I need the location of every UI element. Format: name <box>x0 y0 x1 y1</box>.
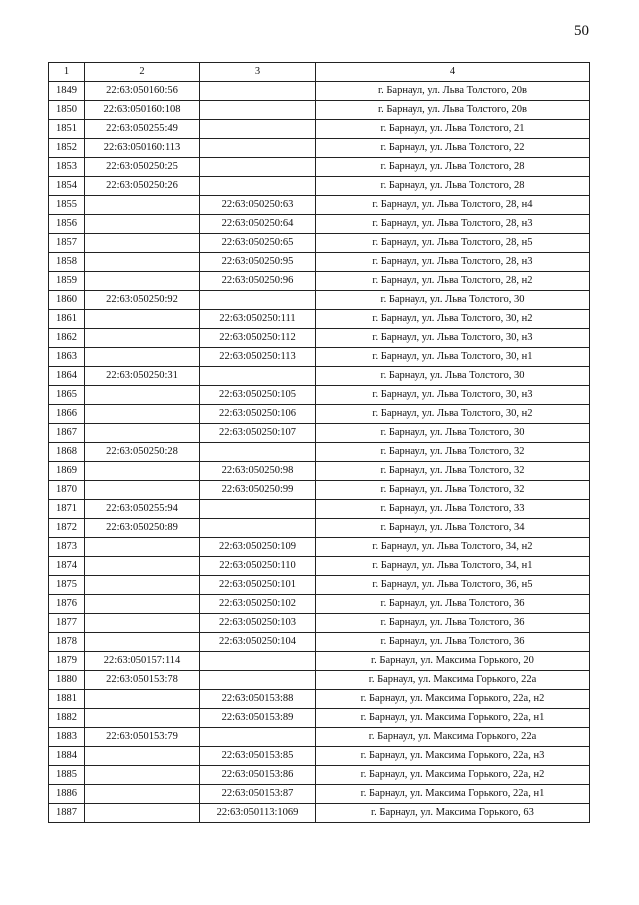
building-number-cell: 22:63:050250:63 <box>200 196 316 215</box>
parcel-number-cell: 22:63:050250:89 <box>85 519 200 538</box>
building-number-cell: 22:63:050250:112 <box>200 329 316 348</box>
row-number-cell: 1868 <box>49 443 85 462</box>
page-number: 50 <box>574 23 589 39</box>
row-number-cell: 1883 <box>49 728 85 747</box>
building-number-cell: 22:63:050250:106 <box>200 405 316 424</box>
parcel-number-cell <box>85 481 200 500</box>
address-cell: г. Барнаул, ул. Максима Горького, 22а <box>316 728 590 747</box>
address-cell: г. Барнаул, ул. Льва Толстого, 32 <box>316 443 590 462</box>
parcel-number-cell <box>85 633 200 652</box>
parcel-number-cell: 22:63:050157:114 <box>85 652 200 671</box>
row-number-cell: 1886 <box>49 785 85 804</box>
table-row <box>49 386 590 405</box>
table-row <box>49 120 590 139</box>
parcel-number-cell: 22:63:050160:56 <box>85 82 200 101</box>
building-number-cell: 22:63:050250:96 <box>200 272 316 291</box>
parcel-number-cell: 22:63:050250:31 <box>85 367 200 386</box>
row-number-cell: 1863 <box>49 348 85 367</box>
table-row <box>49 500 590 519</box>
parcel-number-cell <box>85 766 200 785</box>
parcel-number-cell: 22:63:050250:26 <box>85 177 200 196</box>
address-cell: г. Барнаул, ул. Льва Толстого, 30, н1 <box>316 348 590 367</box>
parcel-number-cell <box>85 310 200 329</box>
row-number-cell: 1865 <box>49 386 85 405</box>
row-number-cell: 1867 <box>49 424 85 443</box>
building-number-cell: 22:63:050250:65 <box>200 234 316 253</box>
table-row <box>49 310 590 329</box>
row-number-cell: 1855 <box>49 196 85 215</box>
parcel-number-cell <box>85 557 200 576</box>
address-cell: г. Барнаул, ул. Льва Толстого, 34 <box>316 519 590 538</box>
table-row <box>49 405 590 424</box>
address-cell: г. Барнаул, ул. Льва Толстого, 28, н4 <box>316 196 590 215</box>
address-cell: г. Барнаул, ул. Льва Толстого, 30, н3 <box>316 329 590 348</box>
address-cell: г. Барнаул, ул. Максима Горького, 22а, н3 <box>316 747 590 766</box>
table-row <box>49 728 590 747</box>
table-body <box>49 82 590 823</box>
address-cell: г. Барнаул, ул. Льва Толстого, 28 <box>316 158 590 177</box>
row-number-cell: 1871 <box>49 500 85 519</box>
address-cell: г. Барнаул, ул. Льва Толстого, 36 <box>316 633 590 652</box>
row-number-cell: 1850 <box>49 101 85 120</box>
parcel-number-cell: 22:63:050153:79 <box>85 728 200 747</box>
address-cell: г. Барнаул, ул. Льва Толстого, 28, н3 <box>316 253 590 272</box>
parcel-number-cell <box>85 329 200 348</box>
table-row <box>49 804 590 823</box>
building-number-cell: 22:63:050153:86 <box>200 766 316 785</box>
row-number-cell: 1858 <box>49 253 85 272</box>
building-number-cell: 22:63:050250:109 <box>200 538 316 557</box>
table-row <box>49 348 590 367</box>
building-number-cell <box>200 652 316 671</box>
parcel-number-cell: 22:63:050255:94 <box>85 500 200 519</box>
row-number-cell: 1853 <box>49 158 85 177</box>
table-row <box>49 595 590 614</box>
address-cell: г. Барнаул, ул. Льва Толстого, 28, н5 <box>316 234 590 253</box>
address-cell: г. Барнаул, ул. Льва Толстого, 36 <box>316 614 590 633</box>
header-cell-3: 3 <box>200 63 316 82</box>
table-row <box>49 139 590 158</box>
table-row <box>49 158 590 177</box>
table-row <box>49 538 590 557</box>
table-row <box>49 766 590 785</box>
address-cell: г. Барнаул, ул. Максима Горького, 22а, н2 <box>316 690 590 709</box>
header-row <box>49 63 590 82</box>
building-number-cell: 22:63:050250:107 <box>200 424 316 443</box>
address-cell: г. Барнаул, ул. Льва Толстого, 36, н5 <box>316 576 590 595</box>
address-cell: г. Барнаул, ул. Максима Горького, 63 <box>316 804 590 823</box>
row-number-cell: 1880 <box>49 671 85 690</box>
table-row <box>49 367 590 386</box>
address-cell: г. Барнаул, ул. Льва Толстого, 34, н2 <box>316 538 590 557</box>
building-number-cell: 22:63:050250:111 <box>200 310 316 329</box>
row-number-cell: 1869 <box>49 462 85 481</box>
table-row <box>49 576 590 595</box>
table-row <box>49 462 590 481</box>
row-number-cell: 1885 <box>49 766 85 785</box>
parcel-number-cell <box>85 747 200 766</box>
table-row <box>49 709 590 728</box>
address-cell: г. Барнаул, ул. Максима Горького, 22а, н2 <box>316 766 590 785</box>
parcel-number-cell <box>85 215 200 234</box>
building-number-cell: 22:63:050250:95 <box>200 253 316 272</box>
header-cell-2: 2 <box>85 63 200 82</box>
table-row <box>49 101 590 120</box>
row-number-cell: 1862 <box>49 329 85 348</box>
parcel-number-cell <box>85 424 200 443</box>
building-number-cell <box>200 500 316 519</box>
parcel-number-cell <box>85 690 200 709</box>
parcel-number-cell <box>85 576 200 595</box>
row-number-cell: 1873 <box>49 538 85 557</box>
table-row <box>49 82 590 101</box>
table-row <box>49 557 590 576</box>
address-cell: г. Барнаул, ул. Максима Горького, 20 <box>316 652 590 671</box>
table-row <box>49 690 590 709</box>
row-number-cell: 1875 <box>49 576 85 595</box>
row-number-cell: 1861 <box>49 310 85 329</box>
table-row <box>49 633 590 652</box>
building-number-cell: 22:63:050250:104 <box>200 633 316 652</box>
table-row <box>49 785 590 804</box>
table-row <box>49 747 590 766</box>
building-number-cell <box>200 291 316 310</box>
parcel-number-cell <box>85 804 200 823</box>
building-number-cell <box>200 158 316 177</box>
parcel-number-cell <box>85 595 200 614</box>
address-cell: г. Барнаул, ул. Льва Толстого, 30 <box>316 291 590 310</box>
table-row <box>49 614 590 633</box>
address-cell: г. Барнаул, ул. Льва Толстого, 21 <box>316 120 590 139</box>
header-cell-4: 4 <box>316 63 590 82</box>
table-row <box>49 443 590 462</box>
table-row <box>49 481 590 500</box>
parcel-number-cell <box>85 234 200 253</box>
building-number-cell <box>200 728 316 747</box>
table-row <box>49 272 590 291</box>
row-number-cell: 1857 <box>49 234 85 253</box>
parcel-number-cell: 22:63:050255:49 <box>85 120 200 139</box>
row-number-cell: 1877 <box>49 614 85 633</box>
header-cell-1: 1 <box>49 63 85 82</box>
building-number-cell: 22:63:050153:88 <box>200 690 316 709</box>
address-cell: г. Барнаул, ул. Льва Толстого, 32 <box>316 462 590 481</box>
address-cell: г. Барнаул, ул. Льва Толстого, 22 <box>316 139 590 158</box>
parcel-number-cell <box>85 709 200 728</box>
parcel-number-cell <box>85 462 200 481</box>
building-number-cell: 22:63:050250:99 <box>200 481 316 500</box>
parcel-number-cell <box>85 196 200 215</box>
row-number-cell: 1866 <box>49 405 85 424</box>
table-row <box>49 177 590 196</box>
row-number-cell: 1856 <box>49 215 85 234</box>
building-number-cell: 22:63:050250:64 <box>200 215 316 234</box>
building-number-cell <box>200 101 316 120</box>
parcel-number-cell: 22:63:050250:28 <box>85 443 200 462</box>
parcel-number-cell: 22:63:050250:92 <box>85 291 200 310</box>
parcel-number-cell <box>85 386 200 405</box>
address-cell: г. Барнаул, ул. Максима Горького, 22а, н1 <box>316 785 590 804</box>
address-cell: г. Барнаул, ул. Льва Толстого, 30, н2 <box>316 310 590 329</box>
building-number-cell <box>200 671 316 690</box>
parcel-number-cell: 22:63:050160:108 <box>85 101 200 120</box>
row-number-cell: 1852 <box>49 139 85 158</box>
row-number-cell: 1876 <box>49 595 85 614</box>
building-number-cell: 22:63:050250:110 <box>200 557 316 576</box>
row-number-cell: 1854 <box>49 177 85 196</box>
row-number-cell: 1864 <box>49 367 85 386</box>
address-cell: г. Барнаул, ул. Льва Толстого, 30, н2 <box>316 405 590 424</box>
row-number-cell: 1884 <box>49 747 85 766</box>
row-number-cell: 1874 <box>49 557 85 576</box>
table-row <box>49 234 590 253</box>
building-number-cell: 22:63:050153:87 <box>200 785 316 804</box>
parcel-number-cell <box>85 405 200 424</box>
address-cell: г. Барнаул, ул. Льва Толстого, 30 <box>316 367 590 386</box>
row-number-cell: 1870 <box>49 481 85 500</box>
address-cell: г. Барнаул, ул. Льва Толстого, 32 <box>316 481 590 500</box>
building-number-cell <box>200 139 316 158</box>
table-row <box>49 196 590 215</box>
row-number-cell: 1849 <box>49 82 85 101</box>
address-cell: г. Барнаул, ул. Льва Толстого, 20в <box>316 82 590 101</box>
building-number-cell <box>200 120 316 139</box>
parcel-number-cell <box>85 348 200 367</box>
building-number-cell: 22:63:050250:98 <box>200 462 316 481</box>
row-number-cell: 1851 <box>49 120 85 139</box>
table-row <box>49 671 590 690</box>
row-number-cell: 1882 <box>49 709 85 728</box>
address-cell: г. Барнаул, ул. Льва Толстого, 33 <box>316 500 590 519</box>
parcel-number-cell <box>85 272 200 291</box>
property-table <box>48 62 590 823</box>
building-number-cell: 22:63:050113:1069 <box>200 804 316 823</box>
table-row <box>49 253 590 272</box>
address-cell: г. Барнаул, ул. Льва Толстого, 36 <box>316 595 590 614</box>
table-row <box>49 424 590 443</box>
building-number-cell: 22:63:050153:89 <box>200 709 316 728</box>
address-cell: г. Барнаул, ул. Максима Горького, 22а, н1 <box>316 709 590 728</box>
table-header <box>49 63 590 82</box>
building-number-cell <box>200 443 316 462</box>
parcel-number-cell <box>85 614 200 633</box>
row-number-cell: 1860 <box>49 291 85 310</box>
table-row <box>49 652 590 671</box>
parcel-number-cell: 22:63:050160:113 <box>85 139 200 158</box>
row-number-cell: 1872 <box>49 519 85 538</box>
address-cell: г. Барнаул, ул. Льва Толстого, 30 <box>316 424 590 443</box>
table-row <box>49 519 590 538</box>
table-row <box>49 291 590 310</box>
building-number-cell <box>200 177 316 196</box>
parcel-number-cell <box>85 253 200 272</box>
parcel-number-cell: 22:63:050153:78 <box>85 671 200 690</box>
address-cell: г. Барнаул, ул. Льва Толстого, 20в <box>316 101 590 120</box>
row-number-cell: 1887 <box>49 804 85 823</box>
building-number-cell: 22:63:050153:85 <box>200 747 316 766</box>
building-number-cell <box>200 367 316 386</box>
parcel-number-cell: 22:63:050250:25 <box>85 158 200 177</box>
table-row <box>49 329 590 348</box>
address-cell: г. Барнаул, ул. Максима Горького, 22а <box>316 671 590 690</box>
row-number-cell: 1859 <box>49 272 85 291</box>
address-cell: г. Барнаул, ул. Льва Толстого, 28, н2 <box>316 272 590 291</box>
address-cell: г. Барнаул, ул. Льва Толстого, 28, н3 <box>316 215 590 234</box>
building-number-cell <box>200 519 316 538</box>
address-cell: г. Барнаул, ул. Льва Толстого, 28 <box>316 177 590 196</box>
building-number-cell: 22:63:050250:103 <box>200 614 316 633</box>
address-cell: г. Барнаул, ул. Льва Толстого, 34, н1 <box>316 557 590 576</box>
row-number-cell: 1878 <box>49 633 85 652</box>
building-number-cell: 22:63:050250:102 <box>200 595 316 614</box>
parcel-number-cell <box>85 785 200 804</box>
row-number-cell: 1879 <box>49 652 85 671</box>
row-number-cell: 1881 <box>49 690 85 709</box>
building-number-cell: 22:63:050250:105 <box>200 386 316 405</box>
building-number-cell <box>200 82 316 101</box>
building-number-cell: 22:63:050250:113 <box>200 348 316 367</box>
address-cell: г. Барнаул, ул. Льва Толстого, 30, н3 <box>316 386 590 405</box>
parcel-number-cell <box>85 538 200 557</box>
building-number-cell: 22:63:050250:101 <box>200 576 316 595</box>
table-row <box>49 215 590 234</box>
